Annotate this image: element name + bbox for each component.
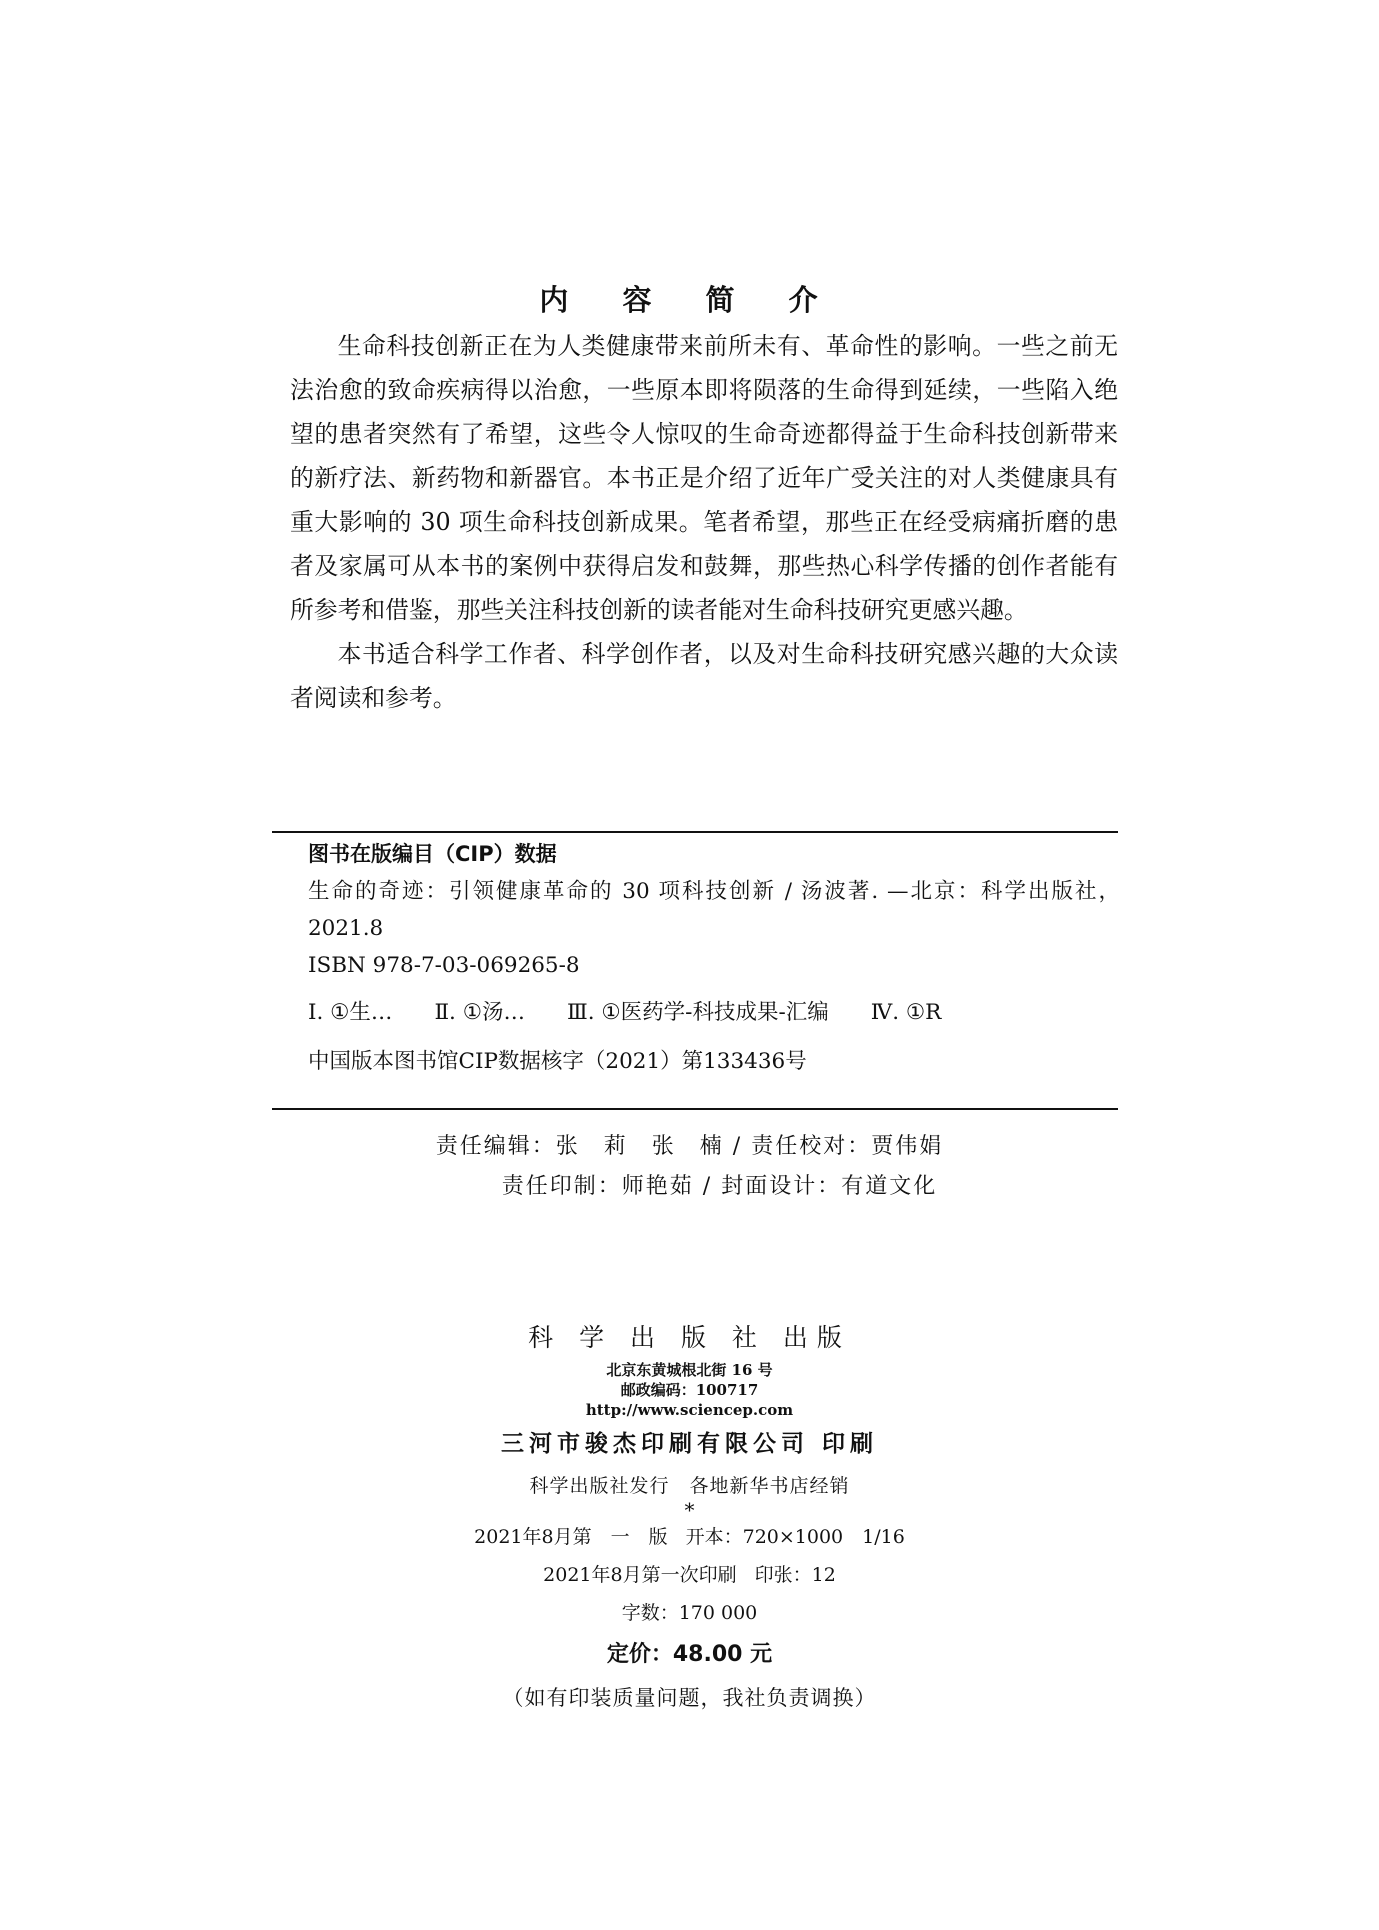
cip-block: [308, 836, 1120, 1080]
separator-star: *: [684, 1498, 695, 1522]
cip-class-item: Ⅳ. ①R: [870, 1000, 942, 1025]
sheets: 印张：12: [754, 1564, 836, 1586]
distribution-line: 科学出版社发行 各地新华书店经销: [529, 1475, 850, 1497]
staff-credits: [0, 1127, 1379, 1207]
staff-line-editors: 责任编辑：张 莉 张 楠 / 责任校对：贾伟娟: [435, 1134, 944, 1159]
intro-paragraph-1: 生命科技创新正在为人类健康带来前所未有、革命性的影响。一些之前无法治愈的致命疾病得以治愈，一些原本即将陨落的生命得到延续，一些陷入绝望的患者突然有了希望，这些令人惊叹的生命奇迹都得益于生命科技创新带来的新疗法、新药物和新器官。本书正是介绍了近年广受关注的对人类健康具有重大影响的 30 项生命科技创新成果。笔者希望，那些正在经受病痛折磨的患者及家属可从本书的案例中获得启发和鼓舞，那些热心科学传播的创作者能有所参考和借鉴，那些关注科技创新的读者能对生命科技研究更感兴趣。: [290, 332, 1118, 624]
printer-name: 三河市骏杰印刷有限公司 印刷: [500, 1430, 878, 1457]
format: 开本：720×1000 1/16: [685, 1526, 905, 1548]
cip-top-rule: [272, 831, 1118, 833]
cip-verification: 中国版本图书馆CIP数据核字（2021）第133436号: [308, 1049, 807, 1074]
printing-line: [0, 1556, 1379, 1594]
staff-line-printing: 责任印制：师艳茹 / 封面设计：有道文化: [501, 1174, 938, 1199]
cip-isbn: ISBN 978-7-03-069265-8: [308, 953, 580, 978]
intro-paragraph-2: 本书适合科学工作者、科学创作者，以及对生命科技研究感兴趣的大众读者阅读和参考。: [290, 640, 1118, 712]
cip-class-item: Ⅲ. ①医药学-科技成果-汇编: [567, 1000, 829, 1025]
edition: 2021年8月第 一 版: [474, 1526, 668, 1548]
publisher-name: 科 学 出 版 社 出版: [528, 1323, 851, 1352]
edition-line: [0, 1518, 1379, 1556]
printing: 2021年8月第一次印刷: [543, 1564, 737, 1586]
intro-body: [290, 324, 1118, 720]
quality-note: （如有印装质量问题，我社负责调换）: [502, 1686, 877, 1710]
cip-book-line: 生命的奇迹：引领健康革命的 30 项科技创新 / 汤波著. —北京：科学出版社，2021.8: [308, 879, 1120, 941]
cip-bottom-rule: [272, 1108, 1118, 1110]
price: 定价：48.00 元: [606, 1642, 773, 1667]
cip-classification: [308, 994, 1120, 1031]
cip-heading: 图书在版编目（CIP）数据: [308, 842, 557, 866]
publisher-postcode: 邮政编码：100717: [620, 1381, 759, 1399]
publisher-url: http://www.sciencep.com: [585, 1401, 794, 1419]
cip-class-item: Ⅱ. ①汤…: [434, 1000, 525, 1025]
cip-class-item: Ⅰ. ①生…: [308, 1000, 393, 1025]
word-count: 字数：170 000: [621, 1602, 758, 1624]
imprint-block: [0, 1316, 1379, 1718]
publisher-address: 北京东黄城根北街 16 号: [606, 1361, 773, 1379]
intro-title: 内 容 简 介: [539, 283, 840, 317]
